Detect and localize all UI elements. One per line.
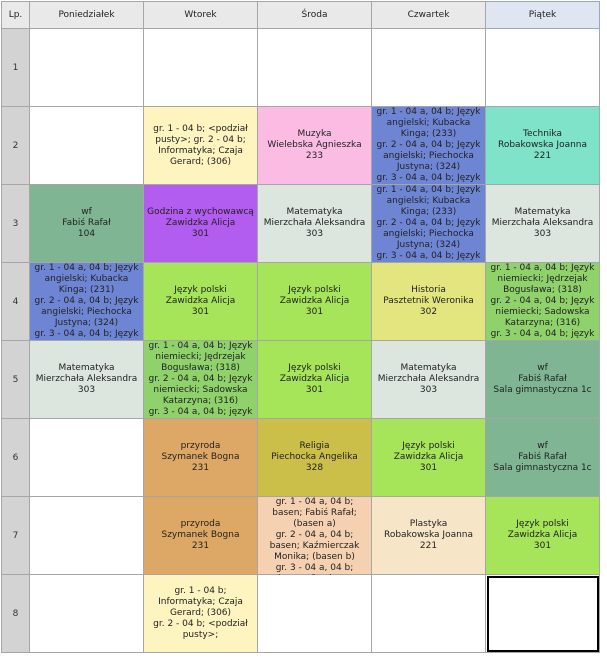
lesson-text-line: 104: [77, 229, 96, 239]
lesson-text-line: Sala gimnastyczna 1c: [493, 463, 592, 473]
lesson-content: [258, 497, 371, 574]
lesson-text-line: Matematyka: [400, 363, 457, 373]
lesson-text-line: Język polski: [174, 285, 227, 295]
lesson-number: 3: [2, 185, 30, 263]
lesson-cell-wednesday[interactable]: [258, 497, 372, 575]
lesson-text-line: Język polski: [516, 519, 569, 529]
lesson-cell-wednesday[interactable]: [258, 107, 372, 185]
lesson-cell-friday[interactable]: [486, 575, 600, 653]
lesson-text-line: 221: [533, 151, 552, 161]
lesson-text-line: 303: [305, 229, 324, 239]
lesson-text-line: gr. 1 - 04 a, 04 b; Język angielski; Kubacka Kinga; (233): [376, 107, 481, 139]
header-row: [2, 2, 600, 29]
lesson-content: [30, 207, 143, 240]
lesson-text-line: Zawidzka Alicja: [507, 530, 578, 540]
lesson-text-line: Robakowska Joanna: [497, 140, 588, 150]
lesson-text-line: Zawidzka Alicja: [279, 374, 350, 384]
lesson-text-line: Szymanek Bogna: [161, 530, 240, 540]
lesson-content: [372, 441, 485, 474]
lesson-text-line: wf: [537, 441, 548, 451]
lesson-text-line: gr. 1 - 04 b; Informatyka; Czaja Gerard; (306): [158, 586, 243, 618]
lesson-cell-friday[interactable]: [486, 107, 600, 185]
lesson-cell-tuesday[interactable]: [144, 497, 258, 575]
lesson-cell-monday[interactable]: [30, 341, 144, 419]
lesson-content: [30, 363, 143, 396]
lesson-number: 2: [2, 107, 30, 185]
lesson-cell-thursday[interactable]: [372, 29, 486, 107]
lesson-cell-thursday[interactable]: [372, 341, 486, 419]
lesson-content: [486, 207, 599, 240]
lesson-cell-tuesday[interactable]: [144, 419, 258, 497]
lesson-text-line: 301: [191, 307, 210, 317]
lesson-text-line: gr. 1 - 04 a, 04 b; Język niemiecki; Jędrzejak Bogusława; (318): [148, 341, 253, 373]
lesson-content: [258, 441, 371, 474]
lesson-cell-wednesday[interactable]: [258, 575, 372, 653]
lesson-text-line: Mierzchała Aleksandra: [491, 218, 594, 228]
lesson-content: [372, 107, 485, 184]
lesson-text-line: wf: [537, 363, 548, 373]
timetable-row: [2, 107, 600, 185]
lesson-cell-tuesday[interactable]: [144, 263, 258, 341]
lesson-text-line: gr. 3 - 04 a, 04 b; Język: [376, 251, 481, 261]
lesson-cell-friday[interactable]: [486, 419, 600, 497]
lesson-text-line: Fabiś Rafał: [518, 452, 567, 462]
timetable-row: [2, 185, 600, 263]
lesson-text-line: Historia: [411, 285, 446, 295]
timetable-row: [2, 419, 600, 497]
lesson-text-line: 301: [305, 385, 324, 395]
lesson-cell-wednesday[interactable]: [258, 419, 372, 497]
lesson-content: [144, 441, 257, 474]
lesson-content: [144, 519, 257, 552]
lesson-text-line: 303: [77, 385, 96, 395]
lesson-text-line: gr. 1 - 04 a, 04 b; Język niemiecki; Jędrzejak Bogusława; (318): [490, 263, 595, 295]
lesson-cell-monday[interactable]: [30, 263, 144, 341]
lesson-text-line: 221: [419, 541, 438, 551]
lesson-cell-thursday[interactable]: [372, 419, 486, 497]
header-day-monday[interactable]: Poniedziałek: [30, 2, 144, 29]
lesson-cell-friday[interactable]: [486, 341, 600, 419]
lesson-text-line: 301: [305, 307, 324, 317]
lesson-content: [258, 207, 371, 240]
lesson-cell-monday[interactable]: [30, 497, 144, 575]
lesson-text-line: Muzyka: [297, 129, 332, 139]
lesson-text-line: gr. 3 - 04 a, 04 b; Język: [376, 173, 481, 183]
lesson-text-line: Robakowska Joanna: [383, 530, 474, 540]
header-day-thursday[interactable]: Czwartek: [372, 2, 486, 29]
lesson-text-line: gr. 1 - 04 a, 04 b; basen; Fabiś Rafał; (basen a): [272, 497, 357, 529]
lesson-text-line: gr. 1 - 04 a, 04 b; Język angielski; Kubacka Kinga; (231): [34, 263, 139, 295]
lesson-cell-monday[interactable]: [30, 185, 144, 263]
header-lp: Lp.: [2, 2, 30, 29]
lesson-cell-wednesday[interactable]: [258, 263, 372, 341]
lesson-cell-thursday[interactable]: [372, 107, 486, 185]
timetable-row: [2, 497, 600, 575]
lesson-number: 7: [2, 497, 30, 575]
lesson-text-line: Mierzchała Aleksandra: [263, 218, 366, 228]
lesson-cell-monday[interactable]: [30, 419, 144, 497]
lesson-text-line: Zawidzka Alicja: [165, 296, 236, 306]
lesson-text-line: przyroda: [180, 441, 221, 451]
lesson-cell-tuesday[interactable]: [144, 107, 258, 185]
lesson-cell-friday[interactable]: [486, 497, 600, 575]
lesson-content: [144, 207, 257, 240]
header-day-friday[interactable]: Piątek: [486, 2, 600, 29]
lesson-text-line: Mierzchała Aleksandra: [35, 374, 138, 384]
lesson-text-line: Język polski: [288, 285, 341, 295]
lesson-text-line: 303: [533, 229, 552, 239]
lesson-text-line: Szymanek Bogna: [161, 452, 240, 462]
timetable-row: [2, 29, 600, 107]
lesson-content: [30, 263, 143, 340]
lesson-text-line: gr. 2 - 04 a, 04 b; Język niemiecki; Sadowska Katarzyna; (316): [490, 296, 595, 328]
lesson-text-line: Język polski: [288, 363, 341, 373]
lesson-content: [258, 285, 371, 318]
lesson-cell-tuesday[interactable]: [144, 341, 258, 419]
lesson-cell-thursday[interactable]: [372, 263, 486, 341]
lesson-content: [144, 341, 257, 418]
lesson-text-line: 231: [191, 463, 210, 473]
lesson-text-line: Matematyka: [286, 207, 343, 217]
lesson-content: [372, 285, 485, 318]
lesson-cell-wednesday[interactable]: [258, 29, 372, 107]
lesson-text-line: Matematyka: [58, 363, 115, 373]
lesson-number: 1: [2, 29, 30, 107]
lesson-content: [144, 285, 257, 318]
lesson-text-line: 328: [305, 463, 324, 473]
lesson-cell-tuesday[interactable]: [144, 575, 258, 653]
lesson-cell-tuesday[interactable]: [144, 185, 258, 263]
lesson-text-line: gr. 3 - 04 a, 04 b;: [275, 563, 354, 573]
lesson-content: [486, 263, 599, 340]
lesson-text-line: Pasztetnik Weronika: [383, 296, 474, 306]
lesson-cell-thursday[interactable]: [372, 497, 486, 575]
lesson-number: 8: [2, 575, 30, 653]
lesson-content: [486, 519, 599, 552]
lesson-text-line: Plastyka: [409, 519, 448, 529]
lesson-text-line: Sala gimnastyczna 1c: [493, 385, 592, 395]
lesson-cell-friday[interactable]: [486, 185, 600, 263]
lesson-content: [372, 363, 485, 396]
lesson-text-line: gr. 1 - 04 a, 04 b; Język angielski; Kubacka Kinga; (233): [376, 185, 481, 217]
lesson-text-line: gr. 2 - 04 b; <podział pusty>;: [153, 619, 248, 640]
lesson-content: [372, 519, 485, 552]
lesson-text-line: gr. 1 - 04 b; <podział pusty>; gr. 2 - 04 b; Informatyka; Czaja Gerard; (306): [153, 123, 248, 167]
lesson-text-line: 302: [419, 307, 438, 317]
timetable-row: [2, 341, 600, 419]
lesson-content: [258, 363, 371, 396]
lesson-cell-wednesday[interactable]: [258, 341, 372, 419]
lesson-text-line: Matematyka: [514, 207, 571, 217]
lesson-number: 4: [2, 263, 30, 341]
lesson-text-line: Fabiś Rafał: [62, 218, 111, 228]
lesson-text-line: Religia: [299, 441, 330, 451]
lesson-text-line: Zawidzka Alicja: [393, 452, 464, 462]
lesson-text-line: gr. 2 - 04 a, 04 b; Język angielski; Piechocka Justyna; (324): [376, 140, 481, 172]
lesson-content: [486, 363, 599, 396]
lesson-text-line: gr. 2 - 04 a, 04 b; Język angielski; Piechocka Justyna; (324): [376, 218, 481, 250]
lesson-text-line: 301: [419, 463, 438, 473]
lesson-text-line: gr. 3 - 04 a, 04 b; Język: [34, 329, 139, 339]
lesson-text-line: gr. 2 - 04 a, 04 b; Język angielski; Piechocka Justyna; (324): [34, 296, 139, 328]
lesson-text-line: Technika: [523, 129, 562, 139]
lesson-text-line: Zawidzka Alicja: [279, 296, 350, 306]
lesson-text-line: 233: [305, 151, 324, 161]
lesson-content: [144, 124, 257, 168]
lesson-cell-monday[interactable]: [30, 29, 144, 107]
lesson-number: 6: [2, 419, 30, 497]
lesson-cell-wednesday[interactable]: [258, 185, 372, 263]
lesson-content: [486, 441, 599, 474]
lesson-text-line: Piechocka Angelika: [271, 452, 358, 462]
lesson-content: [258, 129, 371, 162]
lesson-text-line: 231: [191, 541, 210, 551]
lesson-text-line: gr. 3 - 04 a, 04 b; język: [490, 329, 595, 339]
lesson-text-line: Mierzchała Aleksandra: [377, 374, 480, 384]
lesson-text-line: Godzina z wychowawcą: [147, 207, 254, 217]
lesson-text-line: 301: [191, 229, 210, 239]
timetable-row: [2, 263, 600, 341]
lesson-text-line: Wielebska Agnieszka: [267, 140, 362, 150]
lesson-text-line: wf: [81, 207, 92, 217]
lesson-content: [372, 185, 485, 262]
lesson-text-line: gr. 3 - 04 a, 04 b; język: [148, 407, 253, 417]
lesson-cell-monday[interactable]: [30, 575, 144, 653]
lesson-cell-tuesday[interactable]: [144, 29, 258, 107]
timetable: [1, 1, 600, 653]
lesson-content: [144, 586, 257, 641]
lesson-text-line: 301: [533, 541, 552, 551]
lesson-cell-friday[interactable]: [486, 263, 600, 341]
lesson-cell-monday[interactable]: [30, 107, 144, 185]
lesson-text-line: 303: [419, 385, 438, 395]
lesson-number: 5: [2, 341, 30, 419]
lesson-text-line: Zawidzka Alicja: [165, 218, 236, 228]
timetable-row: [2, 575, 600, 653]
lesson-content: [486, 129, 599, 162]
lesson-text-line: Język polski: [402, 441, 455, 451]
header-day-wednesday[interactable]: Środa: [258, 2, 372, 29]
lesson-cell-thursday[interactable]: [372, 185, 486, 263]
header-day-tuesday[interactable]: Wtorek: [144, 2, 258, 29]
lesson-text-line: Fabiś Rafał: [518, 374, 567, 384]
lesson-cell-friday[interactable]: [486, 29, 600, 107]
lesson-cell-thursday[interactable]: [372, 575, 486, 653]
lesson-text-line: gr. 2 - 04 a, 04 b; Język niemiecki; Sadowska Katarzyna; (316): [148, 374, 253, 406]
lesson-text-line: gr. 2 - 04 a, 04 b; basen; Kaźmierczak Monika; (basen b): [269, 530, 360, 562]
lesson-text-line: przyroda: [180, 519, 221, 529]
